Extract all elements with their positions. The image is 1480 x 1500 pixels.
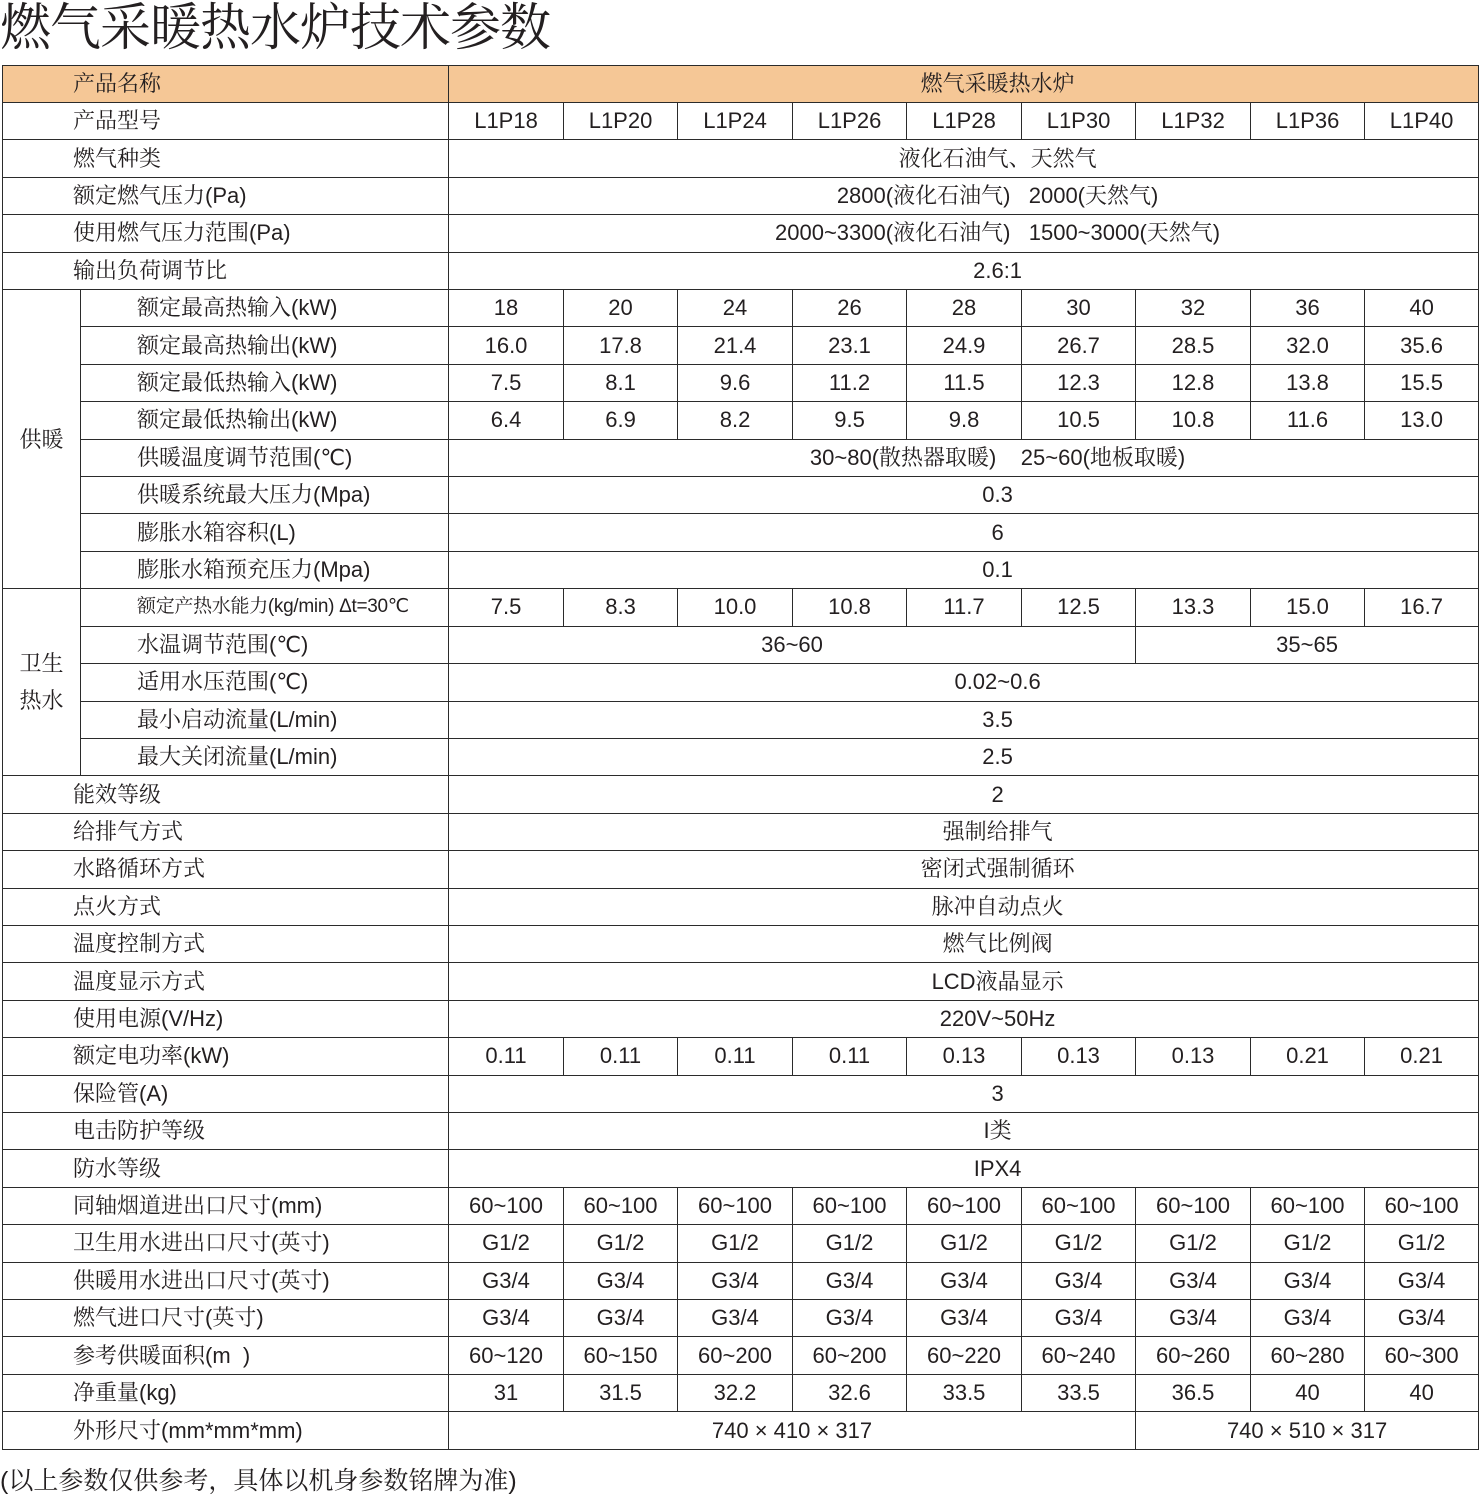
param-label: 膨胀水箱容积(L) [81, 514, 449, 551]
param-value: 2800(液化石油气) 2000(天然气) [449, 177, 1479, 214]
param-label: 最小启动流量(L/min) [81, 701, 449, 738]
param-value: L1P28 [907, 103, 1022, 140]
param-label: 温度显示方式 [3, 963, 449, 1000]
spec-row [3, 290, 1479, 327]
param-value: 0.13 [1136, 1038, 1251, 1075]
param-value: G1/2 [1365, 1225, 1479, 1262]
param-value: 2 [449, 776, 1479, 813]
param-value: 密闭式强制循环 [449, 851, 1479, 888]
param-value: 60~200 [793, 1337, 907, 1374]
param-label: 燃气进口尺寸(英寸) [3, 1300, 449, 1337]
param-value: 0.21 [1365, 1038, 1479, 1075]
param-value: G3/4 [1365, 1262, 1479, 1299]
param-label: 温度控制方式 [3, 925, 449, 962]
param-value: G1/2 [678, 1225, 793, 1262]
param-value: L1P26 [793, 103, 907, 140]
param-value: 60~260 [1136, 1337, 1251, 1374]
param-value: 60~120 [449, 1337, 564, 1374]
param-value: 3.5 [449, 701, 1479, 738]
param-value: G1/2 [1022, 1225, 1136, 1262]
param-value: L1P20 [564, 103, 678, 140]
param-value: 60~200 [678, 1337, 793, 1374]
param-label: 电击防护等级 [3, 1112, 449, 1149]
param-value: 15.0 [1251, 589, 1365, 626]
param-value: 220V~50Hz [449, 1000, 1479, 1037]
param-value: 10.8 [793, 589, 907, 626]
param-value: 13.8 [1251, 364, 1365, 401]
param-value: 24.9 [907, 327, 1022, 364]
param-label: 额定燃气压力(Pa) [3, 177, 449, 214]
param-label: 外形尺寸(mm*mm*mm) [3, 1412, 449, 1450]
param-value: 3 [449, 1075, 1479, 1112]
param-value: 0.11 [793, 1038, 907, 1075]
param-value: G3/4 [1365, 1300, 1479, 1337]
param-value: 8.1 [564, 364, 678, 401]
param-label: 产品型号 [3, 103, 449, 140]
param-value: 12.8 [1136, 364, 1251, 401]
param-value: 10.8 [1136, 402, 1251, 439]
param-label: 额定最低热输入(kW) [81, 364, 449, 401]
param-value: 60~100 [564, 1187, 678, 1224]
header-label: 产品名称 [3, 66, 449, 103]
category-label: 卫生热水 [19, 651, 64, 714]
param-value: G3/4 [1136, 1300, 1251, 1337]
param-value: 60~240 [1022, 1337, 1136, 1374]
spec-row [3, 1038, 1479, 1075]
param-value: 35.6 [1365, 327, 1479, 364]
param-value: 16.7 [1365, 589, 1479, 626]
param-value: 13.0 [1365, 402, 1479, 439]
param-value: 36.5 [1136, 1374, 1251, 1411]
param-value: 24 [678, 290, 793, 327]
spec-row [3, 327, 1479, 364]
spec-row [3, 1150, 1479, 1187]
param-value: L1P36 [1251, 103, 1365, 140]
param-value: G3/4 [678, 1300, 793, 1337]
param-value: 32.2 [678, 1374, 793, 1411]
param-label: 同轴烟道进出口尺寸(mm) [3, 1187, 449, 1224]
param-label: 最大关闭流量(L/min) [81, 738, 449, 775]
param-value: 0.02~0.6 [449, 664, 1479, 701]
spec-row [3, 1000, 1479, 1037]
spec-row [3, 364, 1479, 401]
param-value: 9.8 [907, 402, 1022, 439]
param-value: 液化石油气、天然气 [449, 140, 1479, 177]
param-value: 33.5 [907, 1374, 1022, 1411]
param-value: 60~150 [564, 1337, 678, 1374]
param-label: 卫生用水进出口尺寸(英寸) [3, 1225, 449, 1262]
param-label: 额定最低热输出(kW) [81, 402, 449, 439]
param-value: G1/2 [564, 1225, 678, 1262]
param-value: L1P24 [678, 103, 793, 140]
param-value: G3/4 [907, 1262, 1022, 1299]
param-value: 31.5 [564, 1374, 678, 1411]
param-value: I类 [449, 1112, 1479, 1149]
category-cell [3, 290, 81, 589]
param-value: 6.9 [564, 402, 678, 439]
spec-row [3, 925, 1479, 962]
param-value: 23.1 [793, 327, 907, 364]
spec-row [3, 551, 1479, 588]
param-label: 参考供暖面积(m ) [3, 1337, 449, 1374]
spec-row [3, 514, 1479, 551]
param-value: G3/4 [1022, 1300, 1136, 1337]
spec-row [3, 402, 1479, 439]
spec-row [3, 1075, 1479, 1112]
param-value: 强制给排气 [449, 813, 1479, 850]
param-label: 保险管(A) [3, 1075, 449, 1112]
param-value: IPX4 [449, 1150, 1479, 1187]
param-value: 9.5 [793, 402, 907, 439]
category-cell [3, 589, 81, 776]
param-value: 36 [1251, 290, 1365, 327]
spec-row [3, 888, 1479, 925]
param-value: G3/4 [1136, 1262, 1251, 1299]
param-value: 10.5 [1022, 402, 1136, 439]
param-value: 60~100 [449, 1187, 564, 1224]
param-value: 36~60 [449, 626, 1136, 663]
spec-row [3, 439, 1479, 476]
spec-row [3, 776, 1479, 813]
param-value: 40 [1365, 290, 1479, 327]
param-value: G3/4 [564, 1262, 678, 1299]
spec-row [3, 813, 1479, 850]
spec-row [3, 477, 1479, 514]
spec-row [3, 215, 1479, 252]
spec-row [3, 1300, 1479, 1337]
param-value: L1P32 [1136, 103, 1251, 140]
param-label: 给排气方式 [3, 813, 449, 850]
param-value: 60~100 [1365, 1187, 1479, 1224]
param-value: 2.5 [449, 738, 1479, 775]
param-value: 0.13 [1022, 1038, 1136, 1075]
param-label: 额定最高热输出(kW) [81, 327, 449, 364]
param-value: 8.3 [564, 589, 678, 626]
param-value: 7.5 [449, 364, 564, 401]
param-label: 点火方式 [3, 888, 449, 925]
param-value: 9.6 [678, 364, 793, 401]
footnote: (以上参数仅供参考，具体以机身参数铭牌为准) [0, 1467, 517, 1495]
param-value: 11.5 [907, 364, 1022, 401]
param-value: 30~80(散热器取暖) 25~60(地板取暖) [449, 439, 1479, 476]
param-value: 60~100 [1022, 1187, 1136, 1224]
param-value: 60~100 [1136, 1187, 1251, 1224]
param-value: G1/2 [907, 1225, 1022, 1262]
spec-row [3, 963, 1479, 1000]
param-value: 0.3 [449, 477, 1479, 514]
spec-row [3, 1187, 1479, 1224]
param-value: 0.11 [678, 1038, 793, 1075]
spec-row [3, 1225, 1479, 1262]
param-value: 0.21 [1251, 1038, 1365, 1075]
spec-row [3, 1412, 1479, 1450]
spec-row [3, 701, 1479, 738]
param-value: 0.13 [907, 1038, 1022, 1075]
spec-table [2, 65, 1479, 1450]
param-value: 10.0 [678, 589, 793, 626]
param-label: 净重量(kg) [3, 1374, 449, 1411]
spec-table-body [3, 103, 1479, 1450]
param-value: 11.2 [793, 364, 907, 401]
param-value: 28.5 [1136, 327, 1251, 364]
spec-row [3, 664, 1479, 701]
param-value: 12.3 [1022, 364, 1136, 401]
param-value: 740 × 410 × 317 [449, 1412, 1136, 1450]
spec-row [3, 626, 1479, 663]
param-value: 26 [793, 290, 907, 327]
param-value: 740 × 510 × 317 [1136, 1412, 1479, 1450]
param-label: 供暖系统最大压力(Mpa) [81, 477, 449, 514]
param-value: 60~300 [1365, 1337, 1479, 1374]
spec-row [3, 177, 1479, 214]
param-value: 燃气比例阀 [449, 925, 1479, 962]
param-label: 供暖用水进出口尺寸(英寸) [3, 1262, 449, 1299]
param-value: 35~65 [1136, 626, 1479, 663]
param-value: G3/4 [1251, 1300, 1365, 1337]
param-value: 60~100 [1251, 1187, 1365, 1224]
param-value: 30 [1022, 290, 1136, 327]
param-label: 额定电功率(kW) [3, 1038, 449, 1075]
spec-row [3, 140, 1479, 177]
spec-row [3, 1262, 1479, 1299]
param-value: G3/4 [793, 1262, 907, 1299]
param-value: 0.11 [564, 1038, 678, 1075]
param-value: 12.5 [1022, 589, 1136, 626]
spec-row [3, 851, 1479, 888]
param-value: 60~100 [793, 1187, 907, 1224]
param-value: G3/4 [1022, 1262, 1136, 1299]
param-value: 16.0 [449, 327, 564, 364]
param-label: 适用水压范围(℃) [81, 664, 449, 701]
param-value: 60~220 [907, 1337, 1022, 1374]
category-label: 供暖 [19, 426, 64, 452]
page-title: 燃气采暖热水炉技术参数 [0, 0, 551, 56]
param-value: 32.0 [1251, 327, 1365, 364]
param-value: 18 [449, 290, 564, 327]
param-value: 20 [564, 290, 678, 327]
param-value: 0.11 [449, 1038, 564, 1075]
spec-row [3, 103, 1479, 140]
param-value: G3/4 [564, 1300, 678, 1337]
param-value: G1/2 [1136, 1225, 1251, 1262]
param-value: 2.6:1 [449, 252, 1479, 289]
param-value: 28 [907, 290, 1022, 327]
param-label: 燃气种类 [3, 140, 449, 177]
header-value: 燃气采暖热水炉 [449, 66, 1479, 103]
spec-row [3, 1374, 1479, 1411]
spec-row [3, 1337, 1479, 1374]
param-label: 额定最高热输入(kW) [81, 290, 449, 327]
param-label: 使用电源(V/Hz) [3, 1000, 449, 1037]
param-value: 31 [449, 1374, 564, 1411]
param-label: 额定产热水能力(kg/min) Δt=30℃ [81, 589, 449, 626]
param-value: 脉冲自动点火 [449, 888, 1479, 925]
param-value: G3/4 [793, 1300, 907, 1337]
param-value: LCD液晶显示 [449, 963, 1479, 1000]
spec-table-head [3, 66, 1479, 103]
param-value: 40 [1251, 1374, 1365, 1411]
param-value: 0.1 [449, 551, 1479, 588]
param-value: 6 [449, 514, 1479, 551]
param-value: 6.4 [449, 402, 564, 439]
param-value: G1/2 [793, 1225, 907, 1262]
spec-row [3, 1112, 1479, 1149]
param-value: 7.5 [449, 589, 564, 626]
param-label: 输出负荷调节比 [3, 252, 449, 289]
table-header-row [3, 66, 1479, 103]
param-value: G3/4 [449, 1300, 564, 1337]
param-value: L1P18 [449, 103, 564, 140]
param-label: 使用燃气压力范围(Pa) [3, 215, 449, 252]
param-value: 60~100 [907, 1187, 1022, 1224]
param-value: 60~100 [678, 1187, 793, 1224]
param-label: 膨胀水箱预充压力(Mpa) [81, 551, 449, 588]
param-value: 8.2 [678, 402, 793, 439]
param-value: G3/4 [449, 1262, 564, 1299]
param-value: 11.6 [1251, 402, 1365, 439]
param-value: 33.5 [1022, 1374, 1136, 1411]
param-value: 2000~3300(液化石油气) 1500~3000(天然气) [449, 215, 1479, 252]
param-value: 26.7 [1022, 327, 1136, 364]
param-value: G3/4 [907, 1300, 1022, 1337]
param-value: 13.3 [1136, 589, 1251, 626]
param-value: G3/4 [678, 1262, 793, 1299]
param-value: 32 [1136, 290, 1251, 327]
param-value: G3/4 [1251, 1262, 1365, 1299]
param-label: 能效等级 [3, 776, 449, 813]
spec-row [3, 589, 1479, 626]
param-label: 防水等级 [3, 1150, 449, 1187]
param-value: G1/2 [449, 1225, 564, 1262]
param-value: 21.4 [678, 327, 793, 364]
spec-row [3, 738, 1479, 775]
param-value: G1/2 [1251, 1225, 1365, 1262]
param-value: L1P30 [1022, 103, 1136, 140]
param-label: 水温调节范围(℃) [81, 626, 449, 663]
spec-row [3, 252, 1479, 289]
param-value: 11.7 [907, 589, 1022, 626]
param-value: 40 [1365, 1374, 1479, 1411]
param-label: 供暖温度调节范围(℃) [81, 439, 449, 476]
param-value: 15.5 [1365, 364, 1479, 401]
param-value: 60~280 [1251, 1337, 1365, 1374]
param-value: 17.8 [564, 327, 678, 364]
param-label: 水路循环方式 [3, 851, 449, 888]
param-value: 32.6 [793, 1374, 907, 1411]
param-value: L1P40 [1365, 103, 1479, 140]
